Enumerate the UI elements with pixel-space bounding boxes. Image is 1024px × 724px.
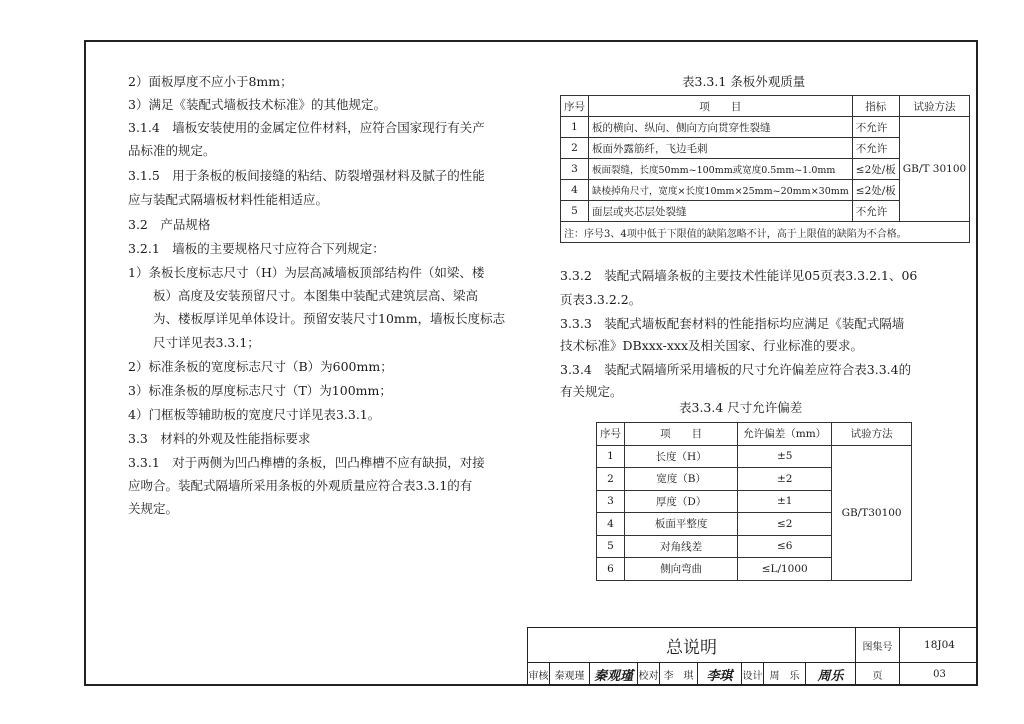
- row-no: 2: [561, 138, 589, 159]
- row-tolerance: ±2: [738, 468, 832, 491]
- table-334: [596, 422, 912, 581]
- atlas-number: 18J04: [924, 639, 955, 651]
- text-line: 3.1.5 用于条板的板间接缝的粘结、防裂增强材料及腻子的性能: [128, 168, 485, 183]
- review-label: 审核: [528, 663, 550, 686]
- page-label: 页: [856, 663, 900, 686]
- atlas-label: 图集号: [856, 628, 900, 662]
- row-tolerance: ±5: [738, 445, 832, 468]
- section-heading: 3.2 产品规格: [128, 217, 211, 232]
- text-line: 3.3.3 装配式墙板配套材料的性能指标均应满足《装配式隔墙: [560, 316, 905, 331]
- row-tolerance: ≤L/1000: [738, 558, 832, 581]
- col-header: 指标: [852, 96, 899, 117]
- designer-signature: 周乐: [806, 663, 856, 686]
- table-331: [560, 95, 970, 243]
- row-no: 4: [597, 513, 625, 536]
- text-line: 技术标准》DBxxx-xxx及相关国家、行业标准的要求。: [560, 338, 864, 353]
- row-no: 6: [597, 558, 625, 581]
- text-line: 关规定。: [128, 501, 179, 516]
- text-line: 尺寸详见表3.3.1；: [128, 335, 260, 350]
- row-criterion: ≤2处/板: [852, 180, 899, 201]
- title-block-bottom: [527, 662, 978, 686]
- col-header: 试验方法: [832, 423, 912, 446]
- text-line: 3.3.4 装配式隔墙所采用墙板的尺寸允许偏差应符合表3.3.4的: [560, 362, 912, 377]
- col-header: 项 目: [625, 423, 738, 446]
- table-header-row: [597, 423, 912, 446]
- row-no: 2: [597, 468, 625, 491]
- text-line: 2）标准条板的宽度标志尺寸（B）为600mm；: [128, 359, 393, 374]
- row-item: 对角线差: [625, 535, 738, 558]
- drawing-title: 总说明: [528, 628, 856, 662]
- row-no: 1: [597, 445, 625, 468]
- row-item: 板面裂缝，长度50mm~100mm或宽度0.5mm~1.0mm: [589, 159, 853, 180]
- title-block-top: [527, 627, 978, 662]
- text-line: 3.2.1 墙板的主要规格尺寸应符合下列规定：: [128, 241, 385, 256]
- col-header: 允许偏差（mm）: [738, 423, 832, 446]
- text-line: 页表3.3.2.2。: [560, 292, 642, 307]
- row-tolerance: ≤2: [738, 513, 832, 536]
- check-label: 校对: [638, 663, 660, 686]
- row-item: 板面平整度: [625, 513, 738, 536]
- text-line: 3.3.2 装配式隔墙条板的主要技术性能详见05页表3.3.2.1、06: [560, 268, 918, 283]
- text-line: 1）条板长度标志尺寸（H）为层高减墙板顶部结构件（如梁、楼: [128, 265, 485, 280]
- row-item: 缺棱掉角尺寸，宽度×长度10mm×25mm~20mm×30mm: [589, 180, 853, 201]
- design-label: 设计: [742, 663, 764, 686]
- row-no: 3: [561, 159, 589, 180]
- text-line: 品标准的规定。: [128, 143, 216, 158]
- row-item: 长度（H）: [625, 445, 738, 468]
- reviewer-signature: 秦观瑾: [590, 663, 638, 686]
- text-line: 3）满足《装配式墙板技术标准》的其他规定。: [128, 97, 386, 112]
- row-no: 1: [561, 117, 589, 138]
- test-method: GB/T30100: [832, 445, 912, 580]
- col-header: 序号: [597, 423, 625, 446]
- row-item: 板面外露筋纤，飞边毛刺: [589, 138, 853, 159]
- text-line: 应与装配式隔墙板材料性能相适应。: [128, 192, 329, 207]
- checker-signature: 李琪: [698, 663, 742, 686]
- table-note: 注：序号3、4项中低于下限值的缺陷忽略不计，高于上限值的缺陷为不合格。: [561, 222, 970, 243]
- title-block: [527, 627, 978, 686]
- row-no: 5: [597, 535, 625, 558]
- row-tolerance: ±1: [738, 490, 832, 513]
- text-line: 为、楼板厚详见单体设计。预留安装尺寸10mm，墙板长度标志: [128, 311, 506, 326]
- row-criterion: ≤2处/板: [852, 159, 899, 180]
- text-line: 3.3.1 对于两侧为凹凸榫槽的条板，凹凸榫槽不应有缺损，对接: [128, 455, 485, 470]
- row-criterion: 不允许: [852, 117, 899, 138]
- text-line: 3）标准条板的厚度标志尺寸（T）为100mm；: [128, 383, 392, 398]
- text-line: 有关规定。: [560, 384, 623, 399]
- text-line: 应吻合。装配式隔墙所采用条板的外观质量应符合表3.3.1的有: [128, 478, 473, 493]
- row-criterion: 不允许: [852, 201, 899, 222]
- page-number: 03: [933, 669, 946, 680]
- table-note-row: [561, 222, 970, 243]
- table-header-row: [561, 96, 970, 117]
- row-item: 板的横向、纵向、侧向方向贯穿性裂缝: [589, 117, 853, 138]
- row-item: 厚度（D）: [625, 490, 738, 513]
- row-criterion: 不允许: [852, 138, 899, 159]
- row-item: 宽度（B）: [625, 468, 738, 491]
- row-item: 面层或夹芯层处裂缝: [589, 201, 853, 222]
- table-row: [597, 445, 912, 468]
- table-331-caption: 表3.3.1 条板外观质量: [682, 74, 806, 89]
- checker-name: 李 琪: [660, 663, 698, 686]
- col-header: 序号: [561, 96, 589, 117]
- row-no: 3: [597, 490, 625, 513]
- text-line: 板）高度及安装预留尺寸。本图集中装配式建筑层高、梁高: [128, 288, 479, 303]
- col-header: 试验方法: [899, 96, 969, 117]
- row-no: 5: [561, 201, 589, 222]
- text-line: 4）门框板等辅助板的宽度尺寸详见表3.3.1。: [128, 407, 381, 422]
- text-line: 2）面板厚度不应小于8mm；: [128, 74, 293, 89]
- table-row: [561, 117, 970, 138]
- row-no: 4: [561, 180, 589, 201]
- row-tolerance: ≤6: [738, 535, 832, 558]
- table-334-caption: 表3.3.4 尺寸允许偏差: [679, 400, 803, 415]
- test-method: GB/T 30100: [899, 117, 969, 222]
- designer-name: 周 乐: [764, 663, 806, 686]
- section-heading: 3.3 材料的外观及性能指标要求: [128, 431, 311, 446]
- col-header: 项 目: [589, 96, 853, 117]
- row-item: 侧向弯曲: [625, 558, 738, 581]
- text-line: 3.1.4 墙板安装使用的金属定位件材料，应符合国家现行有关产: [128, 120, 485, 135]
- reviewer-name: 秦观瑾: [550, 663, 590, 686]
